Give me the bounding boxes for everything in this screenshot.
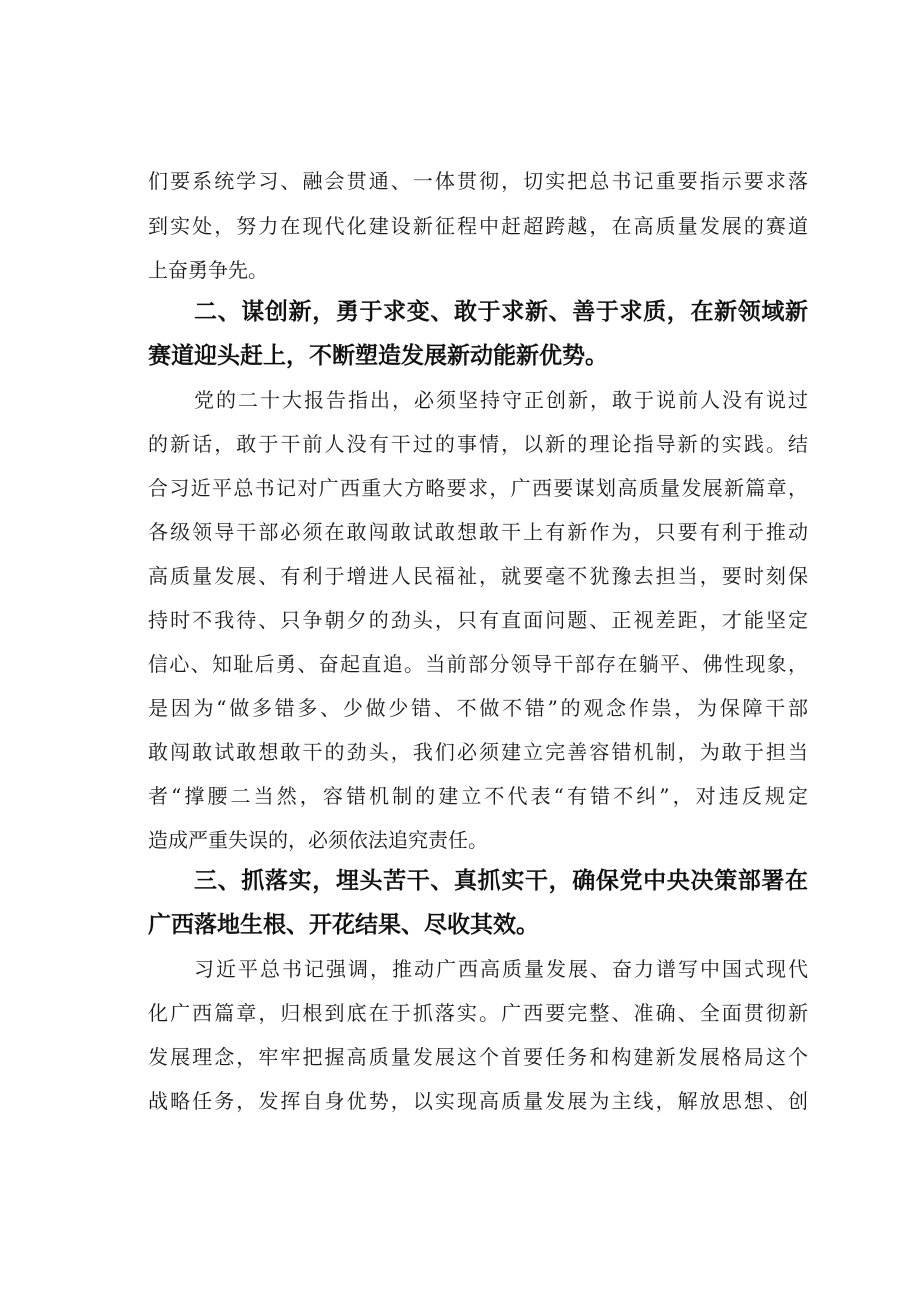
paragraph-line: 信心、知耻后勇、奋起直追。当前部分领导干部存在躺平、佛性现象，	[148, 652, 808, 676]
paragraph-line: 发展理念，牢牢把握高质量发展这个首要任务和构建新发展格局这个	[148, 1045, 808, 1069]
paragraph-line: 习近平总书记强调，推动广西高质量发展、奋力谱写中国式现代	[194, 957, 808, 981]
paragraph-line: 各级领导干部必须在敢闯敢试敢想敢干上有新作为，只要有利于推动	[148, 520, 808, 544]
section-heading: 赛道迎头赶上，不断塑造发展新动能新优势。	[148, 343, 608, 369]
paragraph-line: 化广西篇章，归根到底在于抓落实。广西要完整、准确、全面贯彻新	[148, 1001, 808, 1025]
paragraph-line: 持时不我待、只争朝夕的劲头，只有直面问题、正视差距，才能坚定	[148, 608, 808, 632]
paragraph-line: 党的二十大报告指出，必须坚持守正创新，敢于说前人没有说过	[194, 388, 808, 412]
paragraph-line: 高质量发展、有利于增进人民福祉，就要毫不犹豫去担当，要时刻保	[148, 564, 808, 588]
paragraph-line: 者“撑腰二当然，容错机制的建立不代表“有错不纠”，对违反规定	[148, 784, 808, 808]
paragraph-line: 造成严重失误的，必须依法追究责任。	[148, 828, 488, 852]
paragraph-line: 的新话，敢于干前人没有干过的事情，以新的理论指导新的实践。结	[148, 432, 808, 456]
section-heading: 三、抓落实，埋头苦干、真抓实干，确保党中央决策部署在	[194, 868, 808, 894]
paragraph-line: 们要系统学习、融会贯通、一体贯彻，切实把总书记重要指示要求落	[148, 169, 808, 193]
section-heading: 二、谋创新，勇于求变、敢于求新、善于求质，在新领域新	[194, 299, 808, 325]
paragraph-line: 是因为“做多错多、少做少错、不做不错”的观念作祟，为保障干部	[148, 696, 808, 720]
paragraph-line: 到实处，努力在现代化建设新征程中赶超跨越，在高质量发展的赛道	[148, 214, 808, 238]
paragraph-line: 敢闯敢试敢想敢干的劲头，我们必须建立完善容错机制，为敢于担当	[148, 740, 808, 764]
section-heading: 广西落地生根、开花结果、尽收其效。	[148, 912, 539, 938]
paragraph-line: 合习近平总书记对广西重大方略要求，广西要谋划高质量发展新篇章，	[148, 476, 808, 500]
paragraph-line: 战略任务，发挥自身优势，以实现高质量发展为主线，解放思想、创	[148, 1089, 808, 1113]
paragraph-line: 上奋勇争先。	[148, 258, 268, 282]
